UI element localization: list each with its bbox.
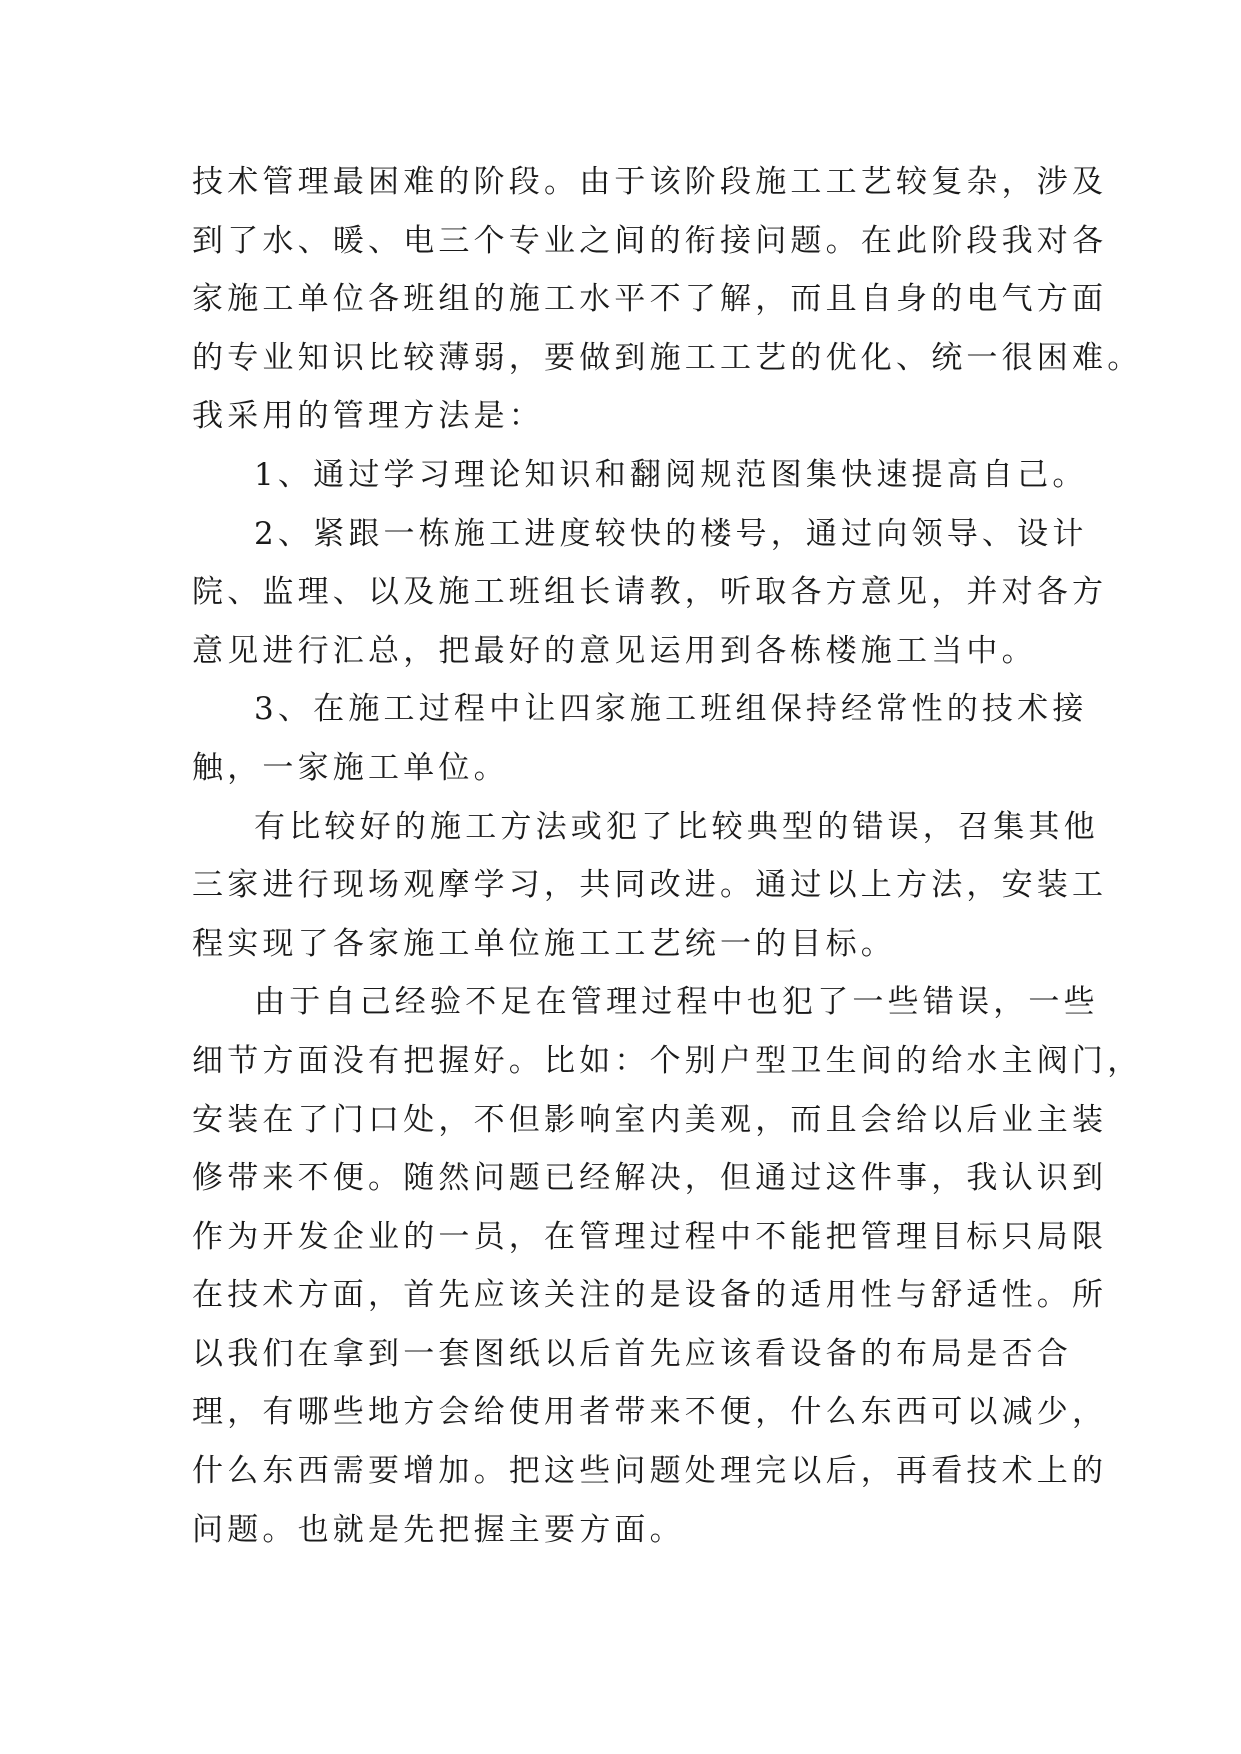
text-line: 什么东西需要增加。把这些问题处理完以后，再看技术上的 [192,1453,1108,1490]
text-line: 程实现了各家施工单位施工工艺统一的目标。 [192,925,896,962]
text-line: 3、在施工过程中让四家施工班组保持经常性的技术接 [254,691,1088,728]
text-line: 安装在了门口处，不但影响室内美观，而且会给以后业主装 [192,1101,1108,1138]
text-line: 1、通过学习理论知识和翻阅规范图集快速提高自己。 [254,456,1088,493]
text-line: 触，一家施工单位。 [192,749,509,786]
text-line: 修带来不便。随然问题已经解决，但通过这件事，我认识到 [192,1160,1108,1197]
text-line: 细节方面没有把握好。比如：个别户型卫生间的给水主阀门， [192,1042,1143,1079]
text-line: 作为开发企业的一员，在管理过程中不能把管理目标只局限 [192,1218,1108,1255]
paragraph-5 [192,798,1108,974]
text-line: 在技术方面，首先应该关注的是设备的适用性与舒适性。所 [192,1277,1108,1314]
text-line: 到了水、暖、电三个专业之间的衔接问题。在此阶段我对各 [192,222,1108,259]
text-line: 三家进行现场观摩学习，共同改进。通过以上方法，安装工 [192,867,1108,904]
text-line: 由于自己经验不足在管理过程中也犯了一些错误，一些 [254,984,1099,1021]
text-line: 2、紧跟一栋施工进度较快的楼号，通过向领导、设计 [254,515,1088,552]
paragraph-4 [192,680,1088,797]
text-line: 技术管理最困难的阶段。由于该阶段施工工艺较复杂，涉及 [192,164,1108,200]
document-body [192,153,1143,1559]
text-line: 问题。也就是先把握主要方面。 [192,1511,685,1548]
text-line: 我采用的管理方法是： [192,398,544,435]
text-line: 院、监理、以及施工班组长请教，听取各方意见，并对各方 [192,574,1108,611]
text-line: 意见进行汇总，把最好的意见运用到各栋楼施工当中。 [192,632,1037,669]
paragraph-2 [192,446,1088,505]
text-line: 的专业知识比较薄弱，要做到施工工艺的优化、统一很困难。 [192,339,1143,376]
paragraph-1 [192,153,1143,446]
text-line: 有比较好的施工方法或犯了比较典型的错误，召集其他 [254,808,1099,845]
paragraph-3 [192,505,1108,681]
text-line: 家施工单位各班组的施工水平不了解，而且自身的电气方面 [192,281,1108,318]
paragraph-6 [192,973,1143,1559]
text-line: 以我们在拿到一套图纸以后首先应该看设备的布局是否合 [192,1335,1072,1372]
text-line: 理，有哪些地方会给使用者带来不便，什么东西可以减少， [192,1394,1108,1431]
